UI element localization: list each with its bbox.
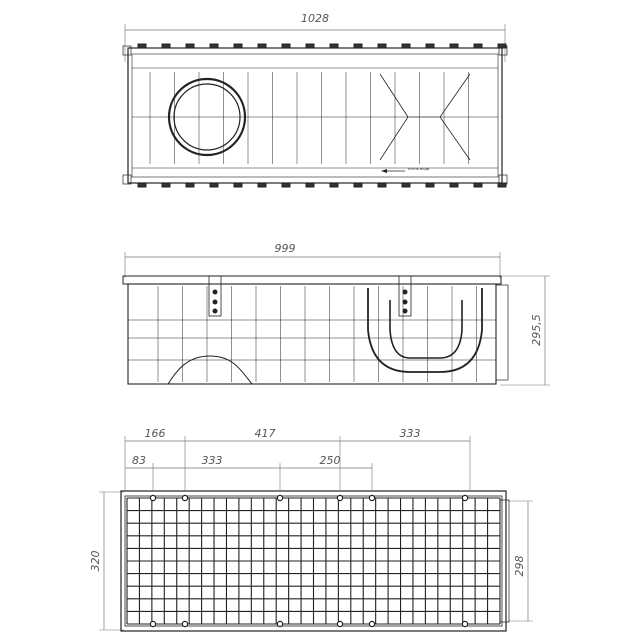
top-notch	[426, 183, 434, 187]
top-notch	[162, 44, 170, 48]
grate-bolt	[337, 621, 342, 626]
top-notch	[354, 183, 362, 187]
grate-dim-83: 83	[132, 454, 146, 467]
top-notch	[378, 183, 386, 187]
grate-bolt	[369, 621, 374, 626]
grate-dim-333b: 333	[201, 454, 223, 467]
top-view	[123, 12, 507, 187]
outlet-u-outer	[368, 288, 482, 372]
length-label-999: 999	[274, 242, 296, 255]
grate-dim-333a: 333	[399, 427, 421, 440]
grate-bolt	[462, 495, 467, 500]
channel-inner-top	[132, 54, 498, 177]
top-notch	[186, 183, 194, 187]
side-body	[128, 284, 496, 384]
top-notch	[258, 183, 266, 187]
top-notch	[210, 44, 218, 48]
top-notch	[402, 44, 410, 48]
top-notch	[402, 183, 410, 187]
top-notch	[450, 44, 458, 48]
height-label-320: 320	[89, 550, 102, 572]
side-view	[123, 242, 550, 385]
grate-bolt	[337, 495, 342, 500]
top-notch	[138, 44, 146, 48]
top-notch	[378, 44, 386, 48]
side-flange-right	[496, 285, 508, 380]
grate-dim-166: 166	[144, 427, 166, 440]
top-notch	[186, 44, 194, 48]
top-notch	[354, 44, 362, 48]
side-rim	[123, 276, 501, 284]
height-label-298: 298	[513, 555, 526, 577]
top-notch	[450, 183, 458, 187]
top-notch	[210, 183, 218, 187]
side-ribs	[158, 286, 477, 382]
grate-bolt	[277, 495, 282, 500]
grate-mesh	[127, 498, 500, 624]
lock-bracket-right	[399, 276, 411, 316]
grate-dim-250: 250	[319, 454, 341, 467]
top-notch	[234, 183, 242, 187]
end-cap-left	[123, 46, 131, 55]
top-notch	[330, 183, 338, 187]
top-notch	[498, 44, 506, 48]
lock-bracket-left	[209, 276, 221, 316]
flow-arrow-head	[381, 169, 387, 173]
grate-bolt	[277, 621, 282, 626]
grate-bolt	[369, 495, 374, 500]
grate-bolt	[150, 495, 155, 500]
top-notch	[426, 44, 434, 48]
top-notch	[138, 183, 146, 187]
top-notch	[282, 183, 290, 187]
grate-end-right	[500, 500, 509, 622]
height-label-295: 295,5	[530, 314, 543, 346]
top-notch	[474, 44, 482, 48]
top-notch	[306, 183, 314, 187]
top-notch	[474, 183, 482, 187]
flow-direction-label: ПОТОК ВОДЫ	[408, 167, 430, 171]
top-notch	[498, 183, 506, 187]
top-notch	[258, 44, 266, 48]
top-notch	[282, 44, 290, 48]
top-notch	[162, 183, 170, 187]
grate-view	[89, 427, 533, 631]
length-label-1028: 1028	[301, 12, 329, 25]
grate-bolt	[182, 621, 187, 626]
top-notch	[330, 44, 338, 48]
top-notch	[234, 44, 242, 48]
top-ribs	[138, 44, 506, 187]
grate-dim-417: 417	[254, 427, 276, 440]
grate-bolt	[462, 621, 467, 626]
grate-bolt	[182, 495, 187, 500]
grate-bolt	[150, 621, 155, 626]
outlet-u-inner	[390, 300, 462, 358]
top-notch	[306, 44, 314, 48]
